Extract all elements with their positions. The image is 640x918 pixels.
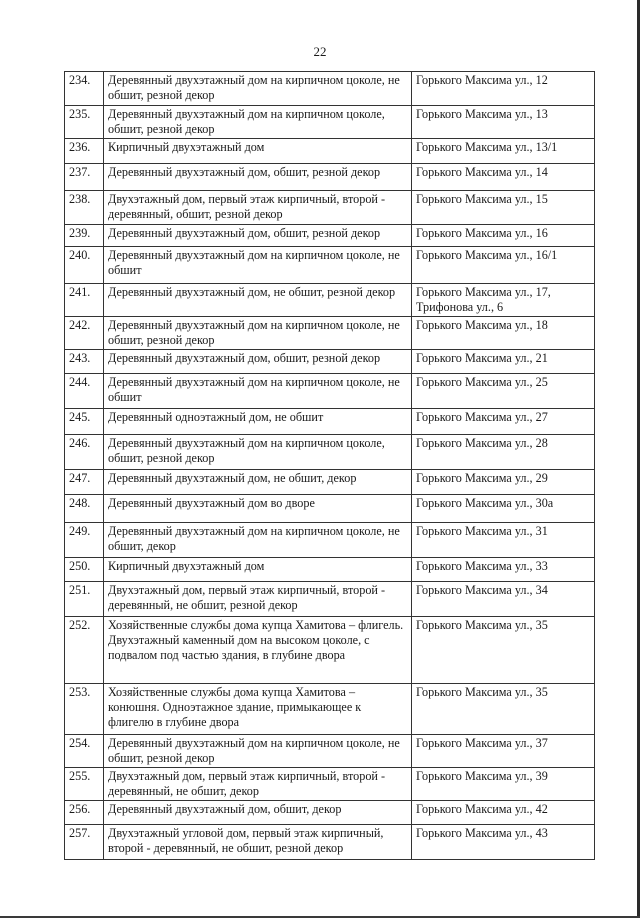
description-cell: Деревянный двухэтажный дом на кирпичном цоколе, обшит, резной декор (104, 106, 412, 139)
row-number-cell: 239. (65, 225, 104, 247)
address-cell: Горького Максима ул., 12 (412, 72, 595, 106)
table-row (65, 317, 595, 350)
page-number: 22 (313, 44, 327, 59)
description-cell: Кирпичный двухэтажный дом (104, 558, 412, 582)
row-number-cell: 250. (65, 558, 104, 582)
row-number-cell: 244. (65, 374, 104, 409)
row-number-cell: 238. (65, 191, 104, 225)
address-cell: Горького Максима ул., 25 (412, 374, 595, 409)
description-cell: Деревянный двухэтажный дом на кирпичном цоколе, не обшит, резной декор (104, 735, 412, 768)
row-number-cell: 254. (65, 735, 104, 768)
description-cell: Деревянный двухэтажный дом на кирпичном цоколе, не обшит, резной декор (104, 72, 412, 106)
address-cell: Горького Максима ул., 43 (412, 825, 595, 860)
table-row (65, 374, 595, 409)
address-cell: Горького Максима ул., 18 (412, 317, 595, 350)
row-number-cell: 252. (65, 617, 104, 684)
description-cell: Кирпичный двухэтажный дом (104, 139, 412, 164)
row-number-cell: 253. (65, 684, 104, 735)
address-cell: Горького Максима ул., 33 (412, 558, 595, 582)
description-cell: Хозяйственные службы дома купца Хамитова – флигель. Двухэтажный каменный дом на высоком цоколе, с подвалом под частью здания, в глубине двора (104, 617, 412, 684)
table-row (65, 523, 595, 558)
row-number-cell: 255. (65, 768, 104, 801)
table-row (65, 801, 595, 825)
row-number-cell: 257. (65, 825, 104, 860)
table-row (65, 409, 595, 435)
address-cell: Горького Максима ул., 21 (412, 350, 595, 374)
table-row (65, 72, 595, 106)
row-number-cell: 248. (65, 495, 104, 523)
description-cell: Деревянный двухэтажный дом во дворе (104, 495, 412, 523)
address-cell: Горького Максима ул., 17, Трифонова ул., 6 (412, 284, 595, 317)
row-number-cell: 236. (65, 139, 104, 164)
table-row (65, 495, 595, 523)
address-cell: Горького Максима ул., 28 (412, 435, 595, 470)
address-cell: Горького Максима ул., 35 (412, 617, 595, 684)
description-cell: Двухэтажный дом, первый этаж кирпичный, второй - деревянный, не обшит, резной декор (104, 582, 412, 617)
table-row (65, 558, 595, 582)
description-cell: Деревянный двухэтажный дом, обшит, резной декор (104, 164, 412, 191)
table-row (65, 582, 595, 617)
description-cell: Деревянный двухэтажный дом на кирпичном цоколе, не обшит, декор (104, 523, 412, 558)
table-row (65, 768, 595, 801)
table-row (65, 164, 595, 191)
address-cell: Горького Максима ул., 27 (412, 409, 595, 435)
row-number-cell: 251. (65, 582, 104, 617)
table-row (65, 191, 595, 225)
row-number-cell: 245. (65, 409, 104, 435)
address-cell: Горького Максима ул., 34 (412, 582, 595, 617)
heritage-registry-table (64, 71, 595, 860)
address-cell: Горького Максима ул., 13 (412, 106, 595, 139)
table-row (65, 617, 595, 684)
row-number-cell: 247. (65, 470, 104, 495)
address-cell: Горького Максима ул., 16/1 (412, 247, 595, 284)
description-cell: Двухэтажный дом, первый этаж кирпичный, второй - деревянный, обшит, резной декор (104, 191, 412, 225)
address-cell: Горького Максима ул., 29 (412, 470, 595, 495)
table-row (65, 735, 595, 768)
row-number-cell: 249. (65, 523, 104, 558)
table-row (65, 684, 595, 735)
row-number-cell: 235. (65, 106, 104, 139)
address-cell: Горького Максима ул., 31 (412, 523, 595, 558)
table-row (65, 284, 595, 317)
description-cell: Деревянный одноэтажный дом, не обшит (104, 409, 412, 435)
description-cell: Хозяйственные службы дома купца Хамитова – конюшня. Одноэтажное здание, примыкающее к флигелю в глубине двора (104, 684, 412, 735)
description-cell: Деревянный двухэтажный дом на кирпичном цоколе, не обшит, резной декор (104, 317, 412, 350)
address-cell: Горького Максима ул., 37 (412, 735, 595, 768)
table-row (65, 106, 595, 139)
address-cell: Горького Максима ул., 16 (412, 225, 595, 247)
description-cell: Деревянный двухэтажный дом, не обшит, резной декор (104, 284, 412, 317)
table-row (65, 247, 595, 284)
description-cell: Двухэтажный дом, первый этаж кирпичный, второй - деревянный, не обшит, декор (104, 768, 412, 801)
row-number-cell: 246. (65, 435, 104, 470)
row-number-cell: 256. (65, 801, 104, 825)
row-number-cell: 241. (65, 284, 104, 317)
address-cell: Горького Максима ул., 14 (412, 164, 595, 191)
row-number-cell: 237. (65, 164, 104, 191)
address-cell: Горького Максима ул., 35 (412, 684, 595, 735)
row-number-cell: 242. (65, 317, 104, 350)
description-cell: Деревянный двухэтажный дом на кирпичном цоколе, не обшит (104, 374, 412, 409)
address-cell: Горького Максима ул., 15 (412, 191, 595, 225)
table-row (65, 435, 595, 470)
table-row (65, 470, 595, 495)
description-cell: Деревянный двухэтажный дом, обшит, декор (104, 801, 412, 825)
address-cell: Горького Максима ул., 42 (412, 801, 595, 825)
description-cell: Деревянный двухэтажный дом, обшит, резной декор (104, 225, 412, 247)
address-cell: Горького Максима ул., 30а (412, 495, 595, 523)
table-row (65, 139, 595, 164)
description-cell: Деревянный двухэтажный дом на кирпичном цоколе, не обшит (104, 247, 412, 284)
description-cell: Двухэтажный угловой дом, первый этаж кирпичный, второй - деревянный, не обшит, резной декор (104, 825, 412, 860)
registry-table-body (65, 72, 595, 860)
address-cell: Горького Максима ул., 13/1 (412, 139, 595, 164)
table-row (65, 350, 595, 374)
row-number-cell: 234. (65, 72, 104, 106)
description-cell: Деревянный двухэтажный дом, обшит, резной декор (104, 350, 412, 374)
table-row (65, 225, 595, 247)
table-row (65, 825, 595, 860)
description-cell: Деревянный двухэтажный дом на кирпичном цоколе, обшит, резной декор (104, 435, 412, 470)
row-number-cell: 240. (65, 247, 104, 284)
address-cell: Горького Максима ул., 39 (412, 768, 595, 801)
row-number-cell: 243. (65, 350, 104, 374)
description-cell: Деревянный двухэтажный дом, не обшит, декор (104, 470, 412, 495)
